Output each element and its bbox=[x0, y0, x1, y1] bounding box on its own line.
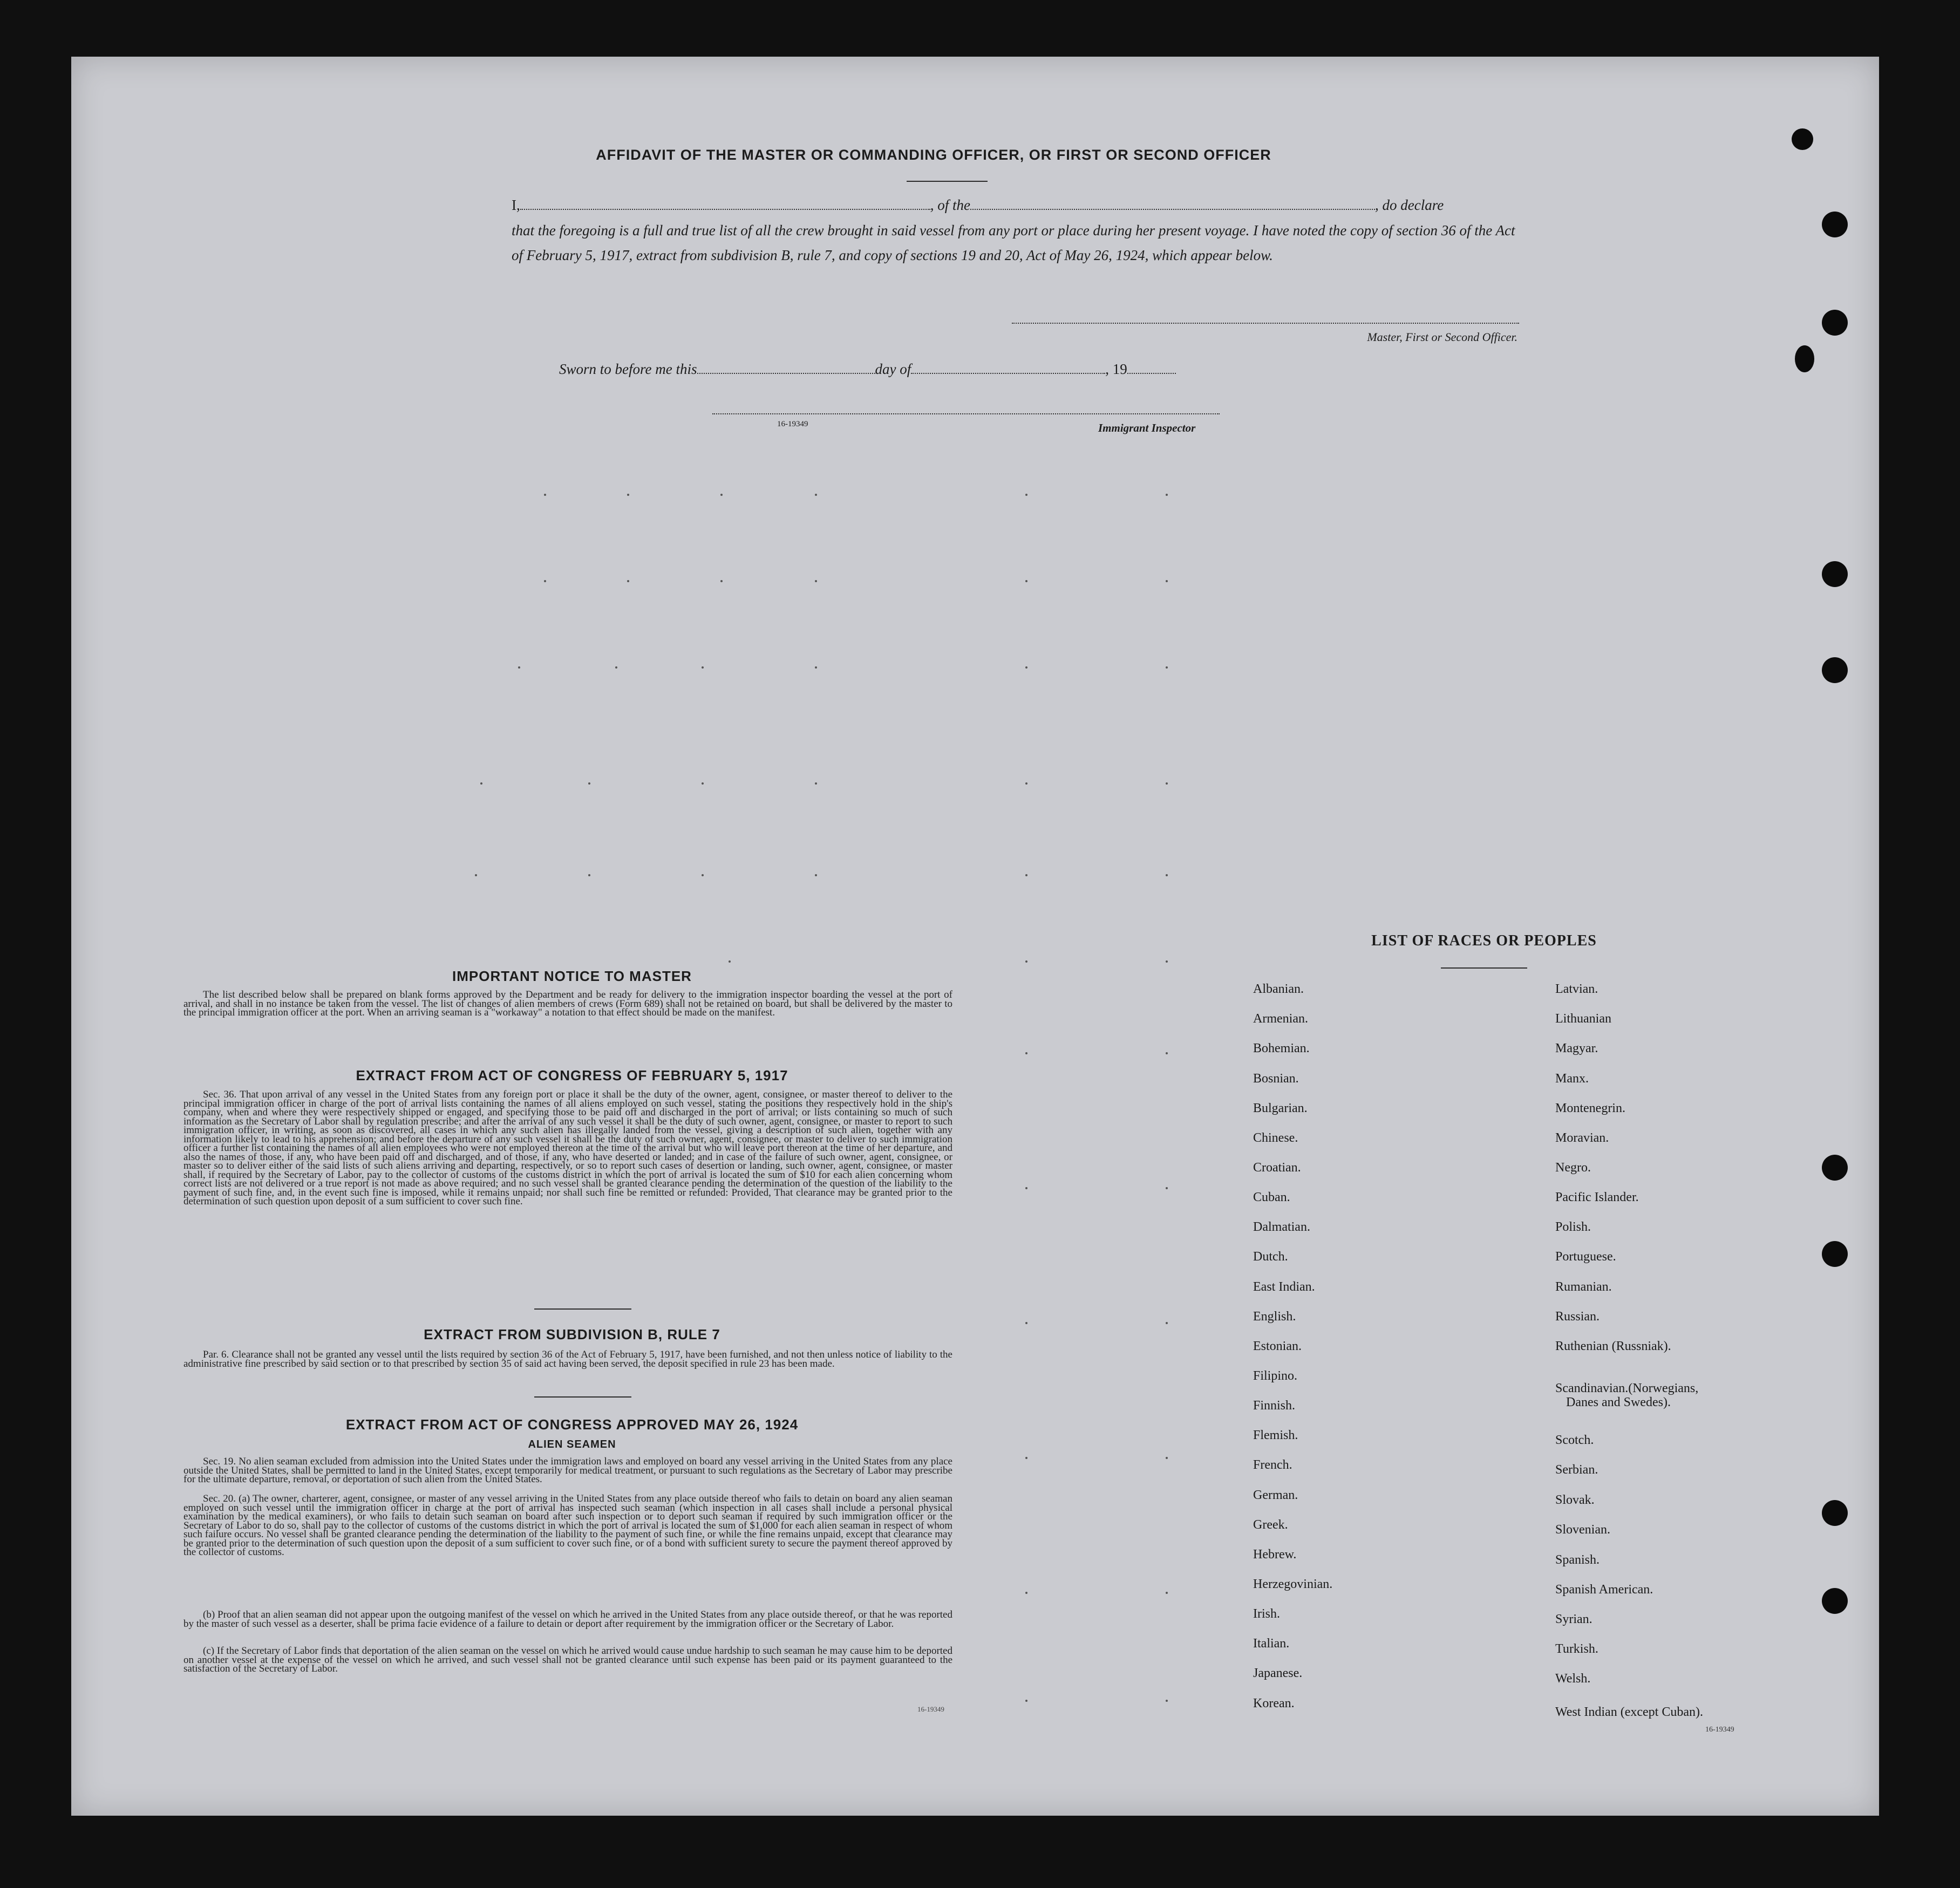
inspector-label: Immigrant Inspector bbox=[1098, 421, 1196, 434]
race-item: Bosnian. bbox=[1253, 1072, 1299, 1086]
sworn-year-blank[interactable] bbox=[1127, 370, 1176, 374]
affidavit-title: AFFIDAVIT OF THE MASTER OR COMMANDING OFFICER, OR FIRST OR SECOND OFFICER bbox=[596, 147, 1271, 163]
race-item: Moravian. bbox=[1555, 1131, 1609, 1145]
race-item: Russian. bbox=[1555, 1310, 1600, 1324]
race-item: Spanish American. bbox=[1555, 1583, 1653, 1597]
extract-rule7-title: EXTRACT FROM SUBDIVISION B, RULE 7 bbox=[424, 1326, 720, 1342]
race-item: Ruthenian (Russniak). bbox=[1555, 1339, 1671, 1353]
race-item: Croatian. bbox=[1253, 1161, 1301, 1175]
race-item: Welsh. bbox=[1555, 1672, 1591, 1686]
punch-hole bbox=[1822, 1241, 1848, 1267]
race-item: Manx. bbox=[1555, 1072, 1589, 1086]
race-item: Scotch. bbox=[1555, 1433, 1594, 1447]
extract-form-number: 16-19349 bbox=[917, 1705, 944, 1713]
punch-hole bbox=[1795, 345, 1814, 372]
punch-hole bbox=[1822, 657, 1848, 683]
extract-rule7-text: Par. 6. Clearance shall not be granted any vessel until the lists required by section 36 of the Act of February 5, 1917, have been furnished, and not then unless notice of liability to the administrative fine prescribed by said section or to that prescribed by section 35 of said act having been served, the deposit specified in rule 23 has been made. bbox=[183, 1349, 952, 1369]
master-signature-line[interactable] bbox=[1012, 323, 1519, 324]
sworn-label: Sworn to before me this bbox=[559, 361, 697, 377]
notice-title: IMPORTANT NOTICE TO MASTER bbox=[452, 968, 692, 984]
race-item: Latvian. bbox=[1555, 982, 1598, 996]
extract-1924-title: EXTRACT FROM ACT OF CONGRESS APPROVED MAY 26, 1924 bbox=[345, 1416, 799, 1433]
punch-hole bbox=[1822, 1155, 1848, 1181]
punch-hole bbox=[1822, 310, 1848, 336]
section-divider bbox=[534, 1396, 631, 1398]
race-item: West Indian (except Cuban). bbox=[1555, 1705, 1703, 1719]
sworn-day-blank[interactable] bbox=[697, 370, 875, 374]
race-item: Irish. bbox=[1253, 1607, 1280, 1621]
race-item: Spanish. bbox=[1555, 1553, 1600, 1567]
extract-1924-sec19: Sec. 19. No alien seaman excluded from admission into the United States under the immigration laws and employed on board any vessel arriving in the United States from any place outside the United States, shall be permitted to land in the United States, except temporarily for medical treatment, or pursuant to such regulations as the Secretary of Labor may prescribe for the ultimate departure, removal, or deportation of such alien from the United States. bbox=[183, 1456, 952, 1485]
race-item: Greek. bbox=[1253, 1518, 1288, 1532]
punch-hole bbox=[1822, 1500, 1848, 1526]
race-item: Syrian. bbox=[1555, 1612, 1592, 1626]
race-item: Montenegrin. bbox=[1555, 1101, 1625, 1115]
race-item: Filipino. bbox=[1253, 1369, 1298, 1383]
race-item: Hebrew. bbox=[1253, 1548, 1297, 1562]
inspector-signature-line[interactable] bbox=[712, 413, 1220, 414]
race-item: French. bbox=[1253, 1458, 1292, 1472]
sworn-day-of: day of bbox=[875, 361, 911, 377]
races-title-underline bbox=[1441, 967, 1527, 969]
race-item: Danes and Swedes). bbox=[1566, 1395, 1671, 1409]
race-item: Flemish. bbox=[1253, 1428, 1298, 1442]
sworn-year: , 19 bbox=[1105, 361, 1127, 377]
extract-1924-sec20a: Sec. 20. (a) The owner, charterer, agent, consignee, or master of any vessel arriving in the United States from any place outside thereof who fails to detain on board any alien seaman employed on such vessel until the immigration officer in charge at the port of arrival has inspected such seaman (which inspection in all cases shall include a personal physical examination by the medical examiners), or who fails to detain such seaman on board after such inspection or to deport such seaman if required by such immigration officer or the Secretary of Labor to do so, shall pay to the collector of customs of the customs district in which the port of arrival is located the sum of $1,000 for each alien seaman in respect of whom such failure occurs. No vessel shall be granted clearance pending the determination of the liability to the payment of such fine, or while the fine remains unpaid, except that clearance may be granted prior to the determination of such question upon the deposit of a sum sufficient to cover such fine, or of a bond with sufficient surety to secure the payment thereof approved by the collector of customs. bbox=[183, 1493, 952, 1558]
vessel-blank[interactable] bbox=[970, 206, 1375, 210]
races-form-number: 16-19349 bbox=[1705, 1726, 1734, 1734]
punch-hole bbox=[1822, 1588, 1848, 1614]
name-blank[interactable] bbox=[520, 206, 930, 210]
races-title: LIST OF RACES OR PEOPLES bbox=[1371, 932, 1597, 949]
race-item: Slovak. bbox=[1555, 1493, 1595, 1507]
extract-1917-title: EXTRACT FROM ACT OF CONGRESS OF FEBRUARY 5, 1917 bbox=[356, 1067, 788, 1083]
race-item: Italian. bbox=[1253, 1637, 1290, 1651]
race-item: Dutch. bbox=[1253, 1250, 1288, 1264]
sworn-line bbox=[559, 357, 1261, 381]
extract-1924-sec20b: (b) Proof that an alien seaman did not appear upon the outgoing manifest of the vessel on which he arrived in the United States from any place outside thereof, or that he was reported by the master of such vessel as a deserter, shall be prima facie evidence of a failure to detain or deport after requirement by the immigration officer or the Secretary of Labor. bbox=[183, 1609, 952, 1630]
punch-hole bbox=[1822, 212, 1848, 237]
race-item: Pacific Islander. bbox=[1555, 1190, 1639, 1204]
race-item: Herzegovinian. bbox=[1253, 1577, 1333, 1591]
race-item: Cuban. bbox=[1253, 1190, 1290, 1204]
affidavit-of-the: , of the bbox=[930, 197, 970, 213]
affidavit-body: that the foregoing is a full and true list of all the crew brought in said vessel from any port or place during her present voyage. I have noted the copy of section 36 of the Act of February 5, 1917, extract from subdivision B, rule 7, and copy of sections 19 and 20, Act of May 26, 1924, which appear below. bbox=[512, 222, 1515, 263]
race-item: Lithuanian bbox=[1555, 1012, 1611, 1026]
race-item: English. bbox=[1253, 1310, 1296, 1324]
race-item: East Indian. bbox=[1253, 1280, 1315, 1294]
race-item: Finnish. bbox=[1253, 1399, 1296, 1413]
extract-1917-text: Sec. 36. That upon arrival of any vessel in the United States from any foreign port or place it shall be the duty of the owner, agent, consignee, or master thereof to deliver to the principal immigration officer in charge of the port of arrival lists containing the names of all aliens employed on such vessel, stating the positions they respectively hold in the ship's company, when and where they were respectively shipped or engaged, and specifying those to be paid off and discharged in the port of arrival; or lists containing so much of such information as the Secretary of Labor shall by regulation prescribe; and after the arrival of any such vessel it shall be the duty of such owner, agent, consignee, or master to report to such immigration officer, in writing, as soon as discovered, all cases in which any such alien has illegally landed from the vessel, giving a description of such alien, together with any information likely to lead to his apprehension; and before the departure of any such vessel it shall be the duty of such owner, agent, consignee, or master to deliver to such immigration officer a further list containing the names of all alien employees who were not employed thereon at the time of the arrival but who will leave port thereon at the time of her departure, and also the names of those, if any, who have been paid off and discharged, and of those, if any, who have deserted or landed; and in case of the failure of such owner, agent, consignee, or master so to deliver either of the said lists of such aliens arriving and departing, respectively, or so to report such cases of desertion or landing, such owner, agent, consignee, or master shall, if required by the Secretary of Labor, pay to the collector of customs of the customs district in which the port of arrival is located the sum of $10 for each alien concerning whom correct lists are not delivered or a true report is not made as above required; and no such vessel shall be granted clearance pending the determination of the question of the liability to the payment of such fine, and, in the event such fine is imposed, while it remains unpaid; nor shall such fine be remitted or refunded: Provided, That clearance may be granted prior to the determination of such question upon deposit of a sum sufficient to cover such fine. bbox=[183, 1089, 952, 1207]
race-item: Dalmatian. bbox=[1253, 1220, 1310, 1234]
race-item: Japanese. bbox=[1253, 1666, 1303, 1680]
race-item: Bulgarian. bbox=[1253, 1101, 1308, 1115]
affidavit-first-line bbox=[512, 193, 1526, 217]
race-item: German. bbox=[1253, 1488, 1298, 1502]
alien-seamen-subtitle: ALIEN SEAMEN bbox=[528, 1439, 616, 1450]
section-divider bbox=[534, 1308, 631, 1310]
race-item: Portuguese. bbox=[1555, 1250, 1616, 1264]
punch-hole bbox=[1792, 128, 1813, 150]
race-item: Korean. bbox=[1253, 1696, 1295, 1710]
affidavit-declare: , do declare bbox=[1375, 197, 1444, 213]
race-item: Scandinavian.(Norwegians, bbox=[1555, 1381, 1699, 1395]
race-item: Albanian. bbox=[1253, 982, 1304, 996]
notice-text: The list described below shall be prepared on blank forms approved by the Department and be ready for delivery to the immigration inspector boarding the vessel at the port of arrival, and shall in no instance be taken from the vessel. The list of changes of alien members of crews (Form 689) shall not be retained on board, but shall be delivered by the master to the principal immigration officer at the port. When an arriving seaman is a "workaway" a notation to that effect should be made on the manifest. bbox=[183, 989, 952, 1018]
race-item: Polish. bbox=[1555, 1220, 1591, 1234]
race-item: Magyar. bbox=[1555, 1041, 1598, 1055]
race-item: Bohemian. bbox=[1253, 1041, 1310, 1055]
race-item: Serbian. bbox=[1555, 1463, 1598, 1477]
race-item: Turkish. bbox=[1555, 1642, 1598, 1656]
affidavit-i-label: I, bbox=[512, 197, 520, 213]
title-underline bbox=[907, 181, 988, 182]
master-signature-label: Master, First or Second Officer. bbox=[1367, 330, 1517, 344]
race-item: Rumanian. bbox=[1555, 1280, 1612, 1294]
race-item: Chinese. bbox=[1253, 1131, 1298, 1145]
race-item: Negro. bbox=[1555, 1161, 1591, 1175]
extract-1924-sec20c: (c) If the Secretary of Labor finds that deportation of the alien seaman on the vessel on which he arrived would cause undue hardship to such seaman he may cause him to be deported on another vessel at the expense of the vessel on which he arrived, and such vessel shall not be granted clearance until such expense has been paid or its payment guaranteed to the satisfaction of the Secretary of Labor. bbox=[183, 1645, 952, 1674]
race-item: Armenian. bbox=[1253, 1012, 1308, 1026]
sworn-month-blank[interactable] bbox=[911, 370, 1105, 374]
punch-hole bbox=[1822, 561, 1848, 587]
race-item: Estonian. bbox=[1253, 1339, 1302, 1353]
affidavit-form-number: 16-19349 bbox=[777, 420, 808, 428]
race-item: Slovenian. bbox=[1555, 1523, 1610, 1537]
